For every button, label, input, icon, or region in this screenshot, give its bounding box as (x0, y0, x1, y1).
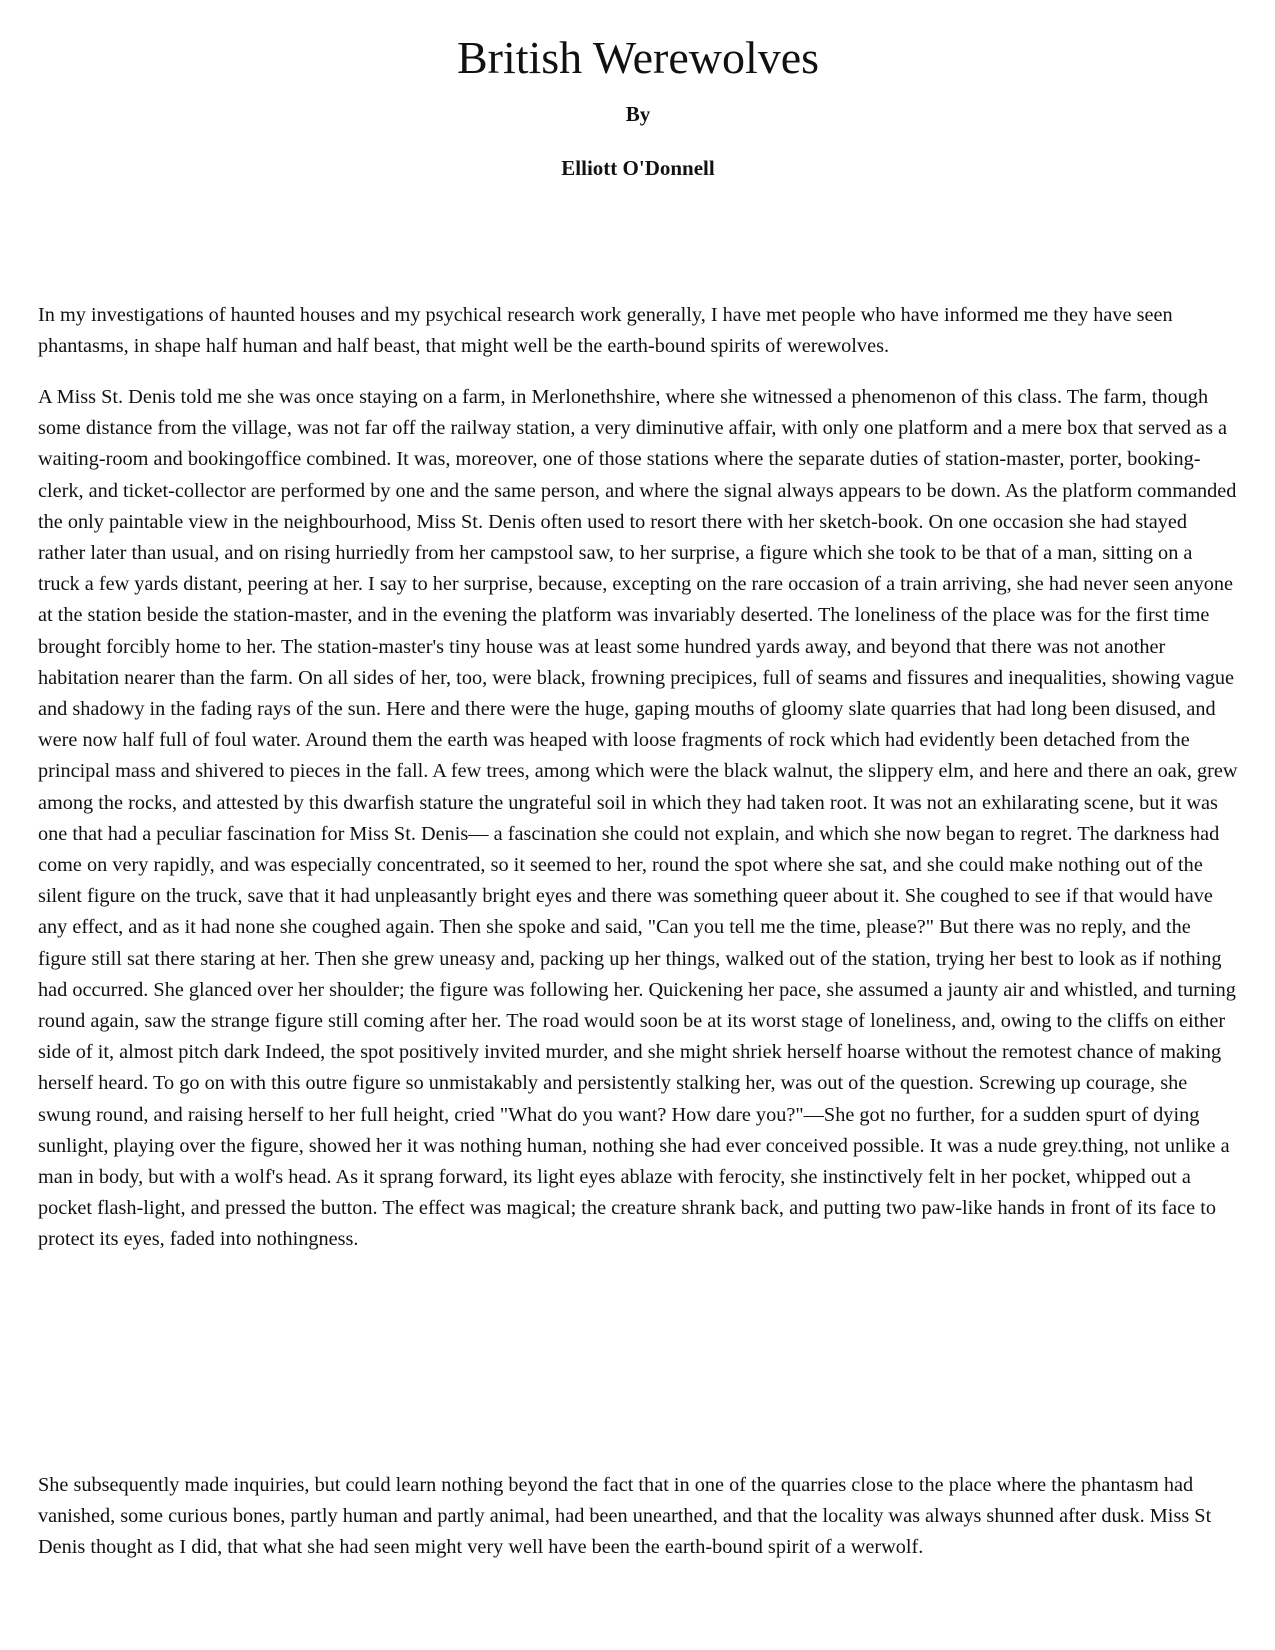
paragraph-conclusion: She subsequently made inquiries, but could learn nothing beyond the fact that in one of the quarries close to the place where the phantasm had vanished, some curious bones, partly human and partly animal, had been unearthed, and that the locality was always shunned after dusk. Miss St Denis thought as I did, that what she had seen might very well have been the earth-bound spirit of a werwolf. (38, 1474, 1212, 1559)
author-name: Elliott O'Donnell (561, 156, 715, 180)
paragraph-intro: In my investigations of haunted houses and my psychical research work generally, I have met people who have informed me they have seen phantasms, in shape half human and half beast, that might well be the earth-bound spirits of werewolves. (38, 304, 1173, 358)
paragraph-story: A Miss St. Denis told me she was once staying on a farm, in Merlonethshire, where she witnessed a phenomenon of this class. The farm, though some distance from the village, was not far off the railway station, a very diminutive affair, with only one platform and a mere box that served as a waiting-room and bookingoffice combined. It was, moreover, one of those stations where the separate duties of station-master, porter, booking-clerk, and ticket-collector are performed by one and the same person, and where the signal always appears to be down. As the platform commanded the only paintable view in the neighbourhood, Miss St. Denis often used to resort there with her sketch-book. On one occasion she had stayed rather later than usual, and on rising hurriedly from her campstool saw, to her surprise, a figure which she took to be that of a man, sitting on a truck a few yards distant, peering at her. I say to her surprise, because, excepting on the rare occasion of a train arriving, she had never seen anyone at the station beside the station-master, and in the evening the platform was invariably deserted. The loneliness of the place was for the first time brought forcibly home to her. The station-master's tiny house was at least some hundred yards away, and beyond that there was not another habitation nearer than the farm. On all sides of her, too, were black, frowning precipices, full of seams and fissures and inequalities, showing vague and shadowy in the fading rays of the sun. Here and there were the huge, gaping mouths of gloomy slate quarries that had long been disused, and were now half full of foul water. Around them the earth was heaped with loose fragments of rock which had evidently been detached from the principal mass and shivered to pieces in the fall. A few trees, among which were the black walnut, the slippery elm, and here and there an oak, grew among the rocks, and attested by this dwarfish stature the ungrateful soil in which they had taken root. It was not an exhilarating scene, but it was one that had a peculiar fascination for Miss St. Denis— a fascination she could not explain, and which she now began to regret. The darkness had come on very rapidly, and was especially concentrated, so it seemed to her, round the spot where she sat, and she could make nothing out of the silent figure on the truck, save that it had unpleasantly bright eyes and there was something queer about it. She coughed to see if that would have any effect, and as it had none she coughed again. Then she spoke and said, "Can you tell me the time, please?" But there was no reply, and the figure still sat there staring at her. Then she grew uneasy and, packing up her things, walked out of the station, trying her best to look as if nothing had occurred. She glanced over her shoulder; the figure was following her. Quickening her pace, she assumed a jaunty air and whistled, and turning round again, saw the strange figure still coming after her. The road would soon be at its worst stage of loneliness, and, owing to the cliffs on either side of it, almost pitch dark Indeed, the spot positively invited murder, and she might shriek herself hoarse without the remotest chance of making herself heard. To go on with this outre figure so unmistakably and persistently stalking her, was out of the question. Screwing up courage, she swung round, and raising herself to her full height, cried "What do you want? How dare you?"—She got no further, for a sudden spurt of dying sunlight, playing over the figure, showed her it was nothing human, nothing she had ever conceived possible. It was a nude grey.thing, not unlike a man in body, but with a wolf's head. As it sprang forward, its light eyes ablaze with ferocity, she instinctively felt in her pocket, whipped out a pocket flash-light, and pressed the button. The effect was magical; the creature shrank back, and putting two paw-like hands in front of its face to protect its eyes, faded into nothingness. (38, 386, 1238, 1251)
document-title: British Werewolves (456, 32, 820, 83)
byline-by: By (625, 102, 651, 126)
